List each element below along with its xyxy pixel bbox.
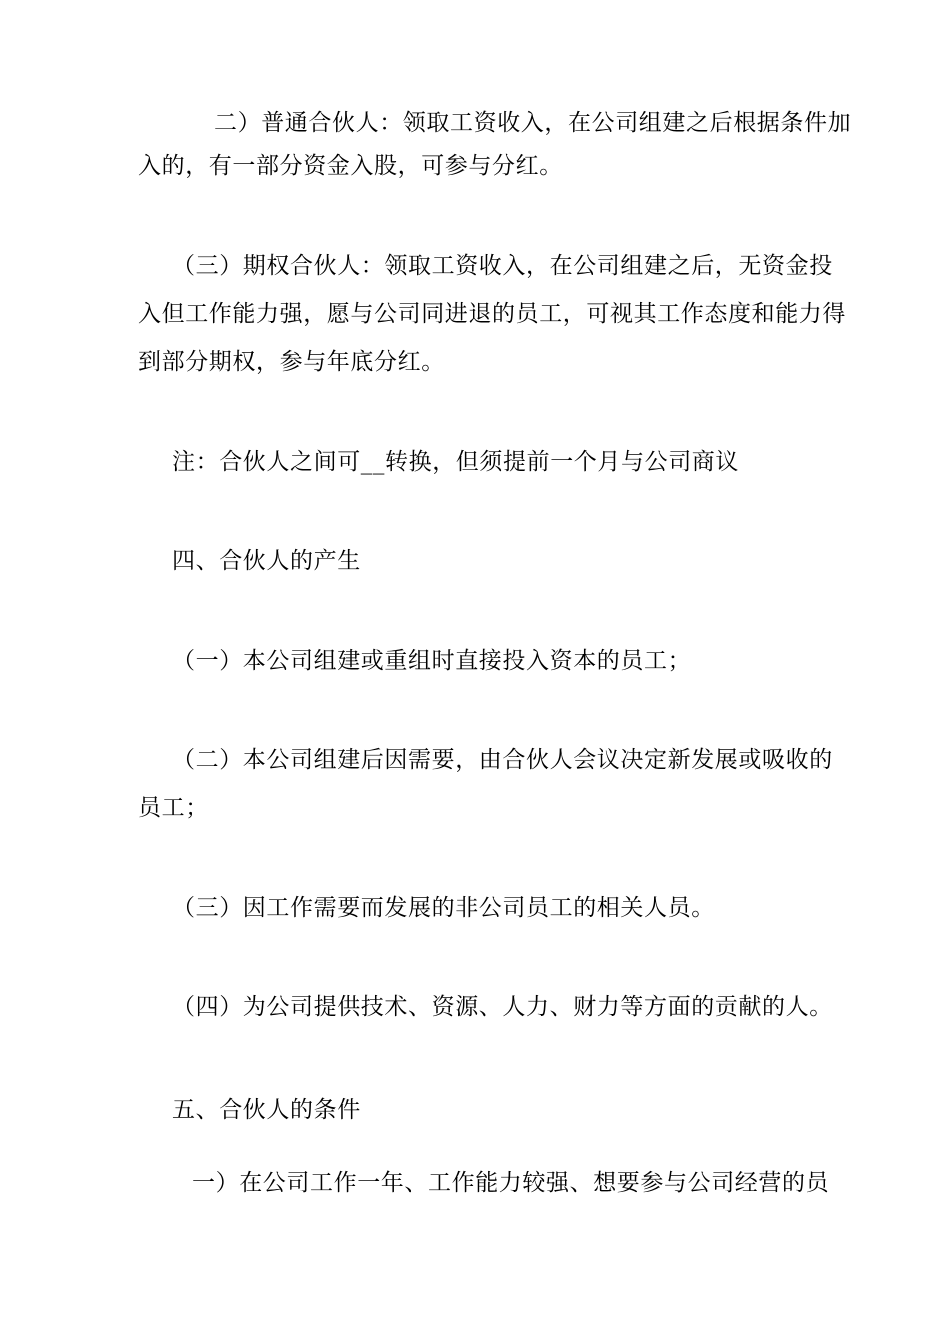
paragraph-line: 入但工作能力强，愿与公司同进退的员工，可视其工作态度和能力得 — [138, 301, 846, 327]
list-item: （一）本公司组建或重组时直接投入资本的员工； — [172, 648, 692, 674]
paragraph-line: （三）期权合伙人：领取工资收入，在公司组建之后，无资金投 — [172, 253, 833, 279]
section-heading: 五、合伙人的条件 — [172, 1097, 361, 1123]
list-item: （三）因工作需要而发展的非公司员工的相关人员。 — [172, 895, 715, 921]
list-item: 一）在公司工作一年、工作能力较强、想要参与公司经营的员 — [192, 1170, 830, 1196]
section-heading: 四、合伙人的产生 — [172, 548, 361, 574]
list-item-continuation: 员工； — [138, 795, 209, 821]
paragraph-line: 入的，有一部分资金入股，可参与分红。 — [138, 153, 563, 179]
list-item: （四）为公司提供技术、资源、人力、财力等方面的贡献的人。 — [172, 994, 833, 1020]
paragraph-line: 到部分期权，参与年底分红。 — [138, 349, 445, 375]
paragraph-line: 二）普通合伙人：领取工资收入，在公司组建之后根据条件加 — [214, 110, 852, 136]
note-line: 注：合伙人之间可__转换，但须提前一个月与公司商议 — [172, 449, 739, 475]
list-item: （二）本公司组建后因需要，由合伙人会议决定新发展或吸收的 — [172, 747, 833, 773]
